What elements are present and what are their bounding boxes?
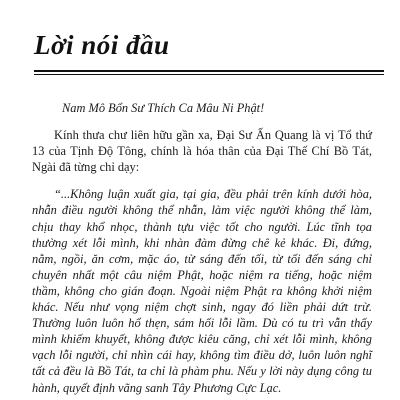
heading-rule-thick	[34, 70, 384, 72]
page-heading: Lời nói đầu	[34, 30, 170, 60]
quote-paragraph: “...Không luận xuất gia, tại gia, đều phải trên kính dưới hòa, nhẫn điều người không thể nhẫn, làm việc người không thể làm, chịu thay khổ nhọc, thành tựu việc tốt cho người. Lúc tĩnh tọa thường xét lỗi mình, khi nhàn đàm đừng chê kẻ khác. Đi, đứng, nằm, ngồi, ăn cơm, mặc áo, từ sáng đến tối, từ tối đến sáng chỉ chuyên nhất một câu niệm Phật, hoặc niệm ra tiếng, hoặc niệm thầm, không cho gián đoạn. Ngoài niệm Phật ra không khởi niệm khác. Nếu như vọng niệm chợt sinh, ngay đó liền phải dứt trừ. Thường luôn luôn hổ thẹn, sám hối lỗi lầm. Dù có tu trì vẫn thấy mình khiếm khuyết, không được kiêu căng, chỉ xét lỗi mình, không vạch lỗi người, chỉ nhìn cái hay, không tìm điều dở, luôn luôn nghĩ tất cả đều là Bồ Tát, ta chỉ là phàm phu. Nếu y lời này dụng công tu hành, quyết định vãng sanh Tây Phương Cực Lạc.	[32, 187, 372, 395]
body-text	[32, 100, 372, 396]
heading-rule-thin	[34, 74, 384, 75]
salutation: Nam Mô Bổn Sư Thích Ca Mâu Ni Phật!	[62, 101, 265, 115]
intro-paragraph: Kính thưa chư liên hữu gần xa, Đại Sư Ấn Quang là vị Tổ thứ 13 của Tịnh Độ Tông, chính là hóa thân của Đại Thế Chí Bồ Tát, Ngài đã từng chỉ dạy:	[32, 128, 372, 175]
